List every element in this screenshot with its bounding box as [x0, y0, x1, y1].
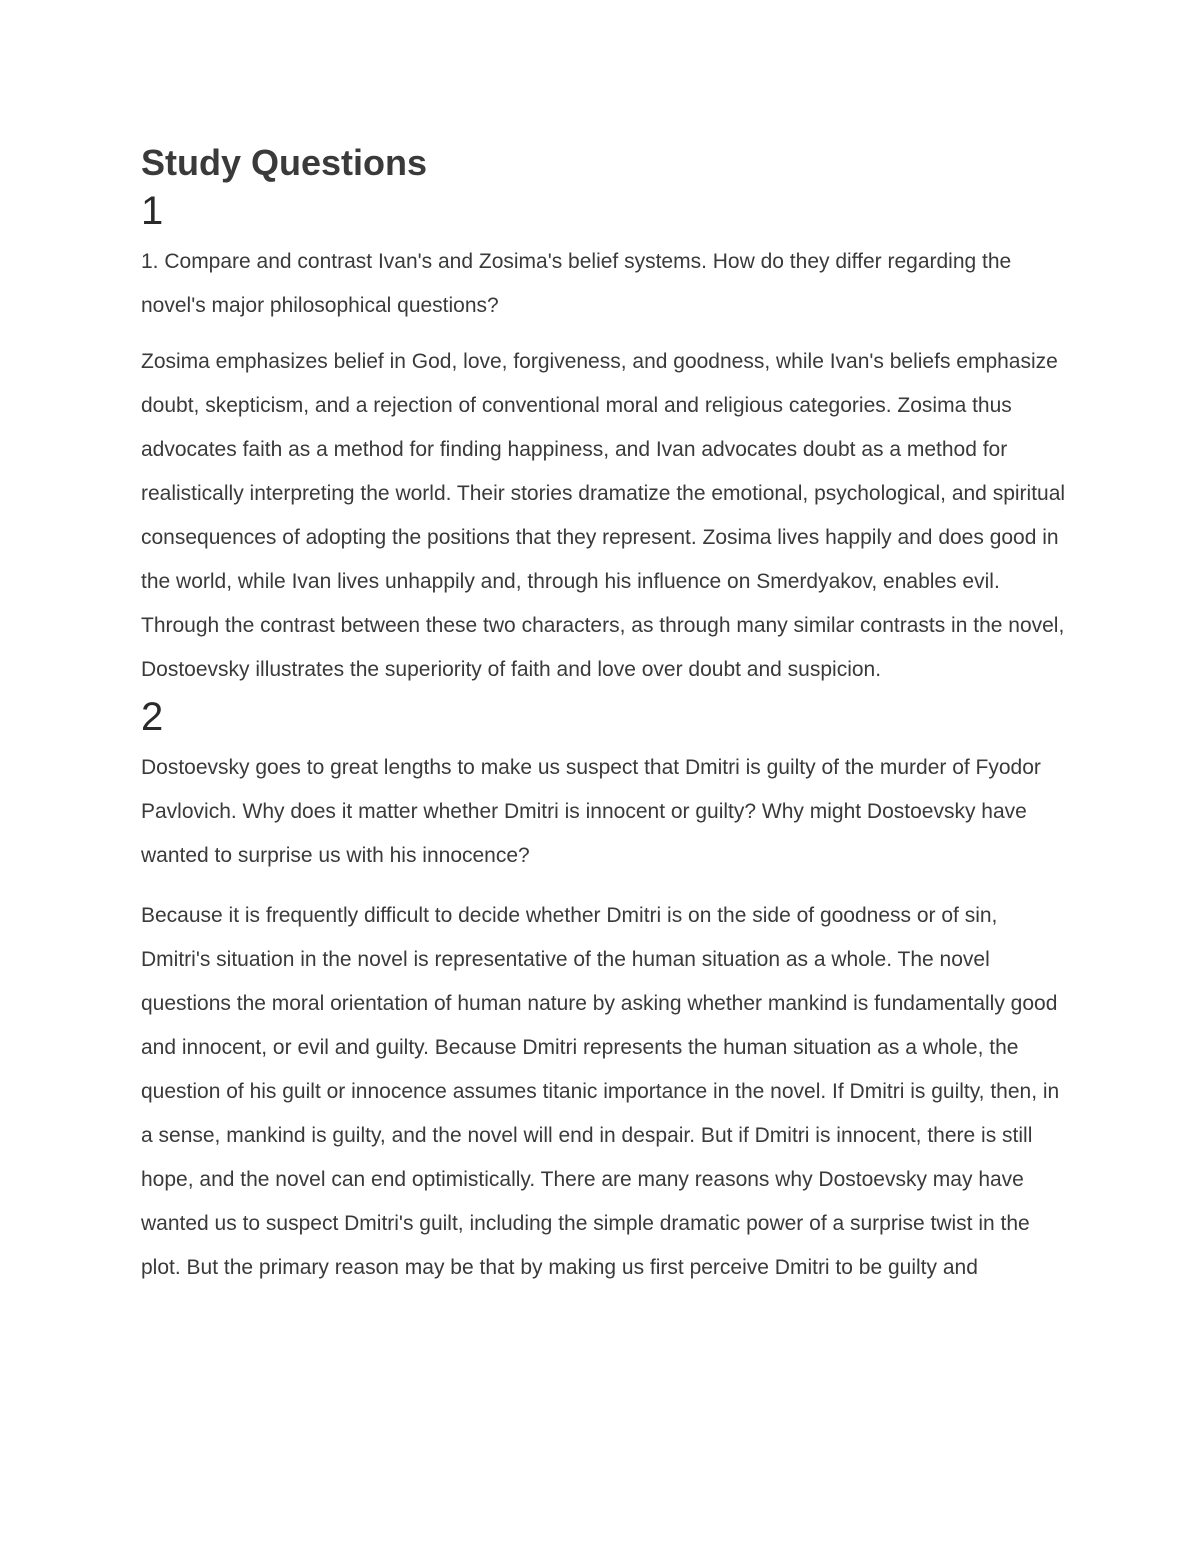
- section-question: 1. Compare and contrast Ivan's and Zosima's belief systems. How do they differ regarding the novel's major philosophical questions?: [141, 250, 1012, 317]
- section-1: [141, 186, 1066, 692]
- document-page: [141, 140, 1066, 1290]
- section-answer: Zosima emphasizes belief in God, love, forgiveness, and goodness, while Ivan's beliefs emphasize doubt, skepticism, and a rejection of conventional moral and religious categories. Zosima thus advocates faith as a method for finding happiness, and Ivan advocates doubt as a method for realistically interpreting the world. Their stories dramatize the emotional, psychological, and spiritual consequences of adopting the positions that they represent. Zosima lives happily and does good in the world, while Ivan lives unhappily and, through his influence on Smerdyakov, enables evil. Through the contrast between these two characters, as through many similar contrasts in the novel, Dostoevsky illustrates the superiority of faith and love over doubt and suspicion.: [141, 350, 1066, 681]
- document-title: Study Questions: [141, 142, 428, 183]
- section-answer: Because it is frequently difficult to decide whether Dmitri is on the side of goodness or of sin, Dmitri's situation in the novel is representative of the human situation as a whole. The novel questions the moral orientation of human nature by asking whether mankind is fundamentally good and innocent, or evil and guilty. Because Dmitri represents the human situation as a whole, the question of his guilt or innocence assumes titanic importance in the novel. If Dmitri is guilty, then, in a sense, mankind is guilty, and the novel will end in despair. But if Dmitri is innocent, there is still hope, and the novel can end optimistically. There are many reasons why Dostoevsky may have wanted us to suspect Dmitri's guilt, including the simple dramatic power of a surprise twist in the plot. But the primary reason may be that by making us first perceive Dmitri to be guilty and: [141, 904, 1060, 1279]
- section-question: Dostoevsky goes to great lengths to make us suspect that Dmitri is guilty of the murder of Fyodor Pavlovich. Why does it matter whether Dmitri is innocent or guilty? Why might Dostoevsky have wanted to surprise us with his innocence?: [141, 756, 1041, 867]
- section-number: 2: [141, 695, 164, 739]
- section-number: 1: [141, 189, 164, 233]
- section-2: [141, 692, 1066, 1290]
